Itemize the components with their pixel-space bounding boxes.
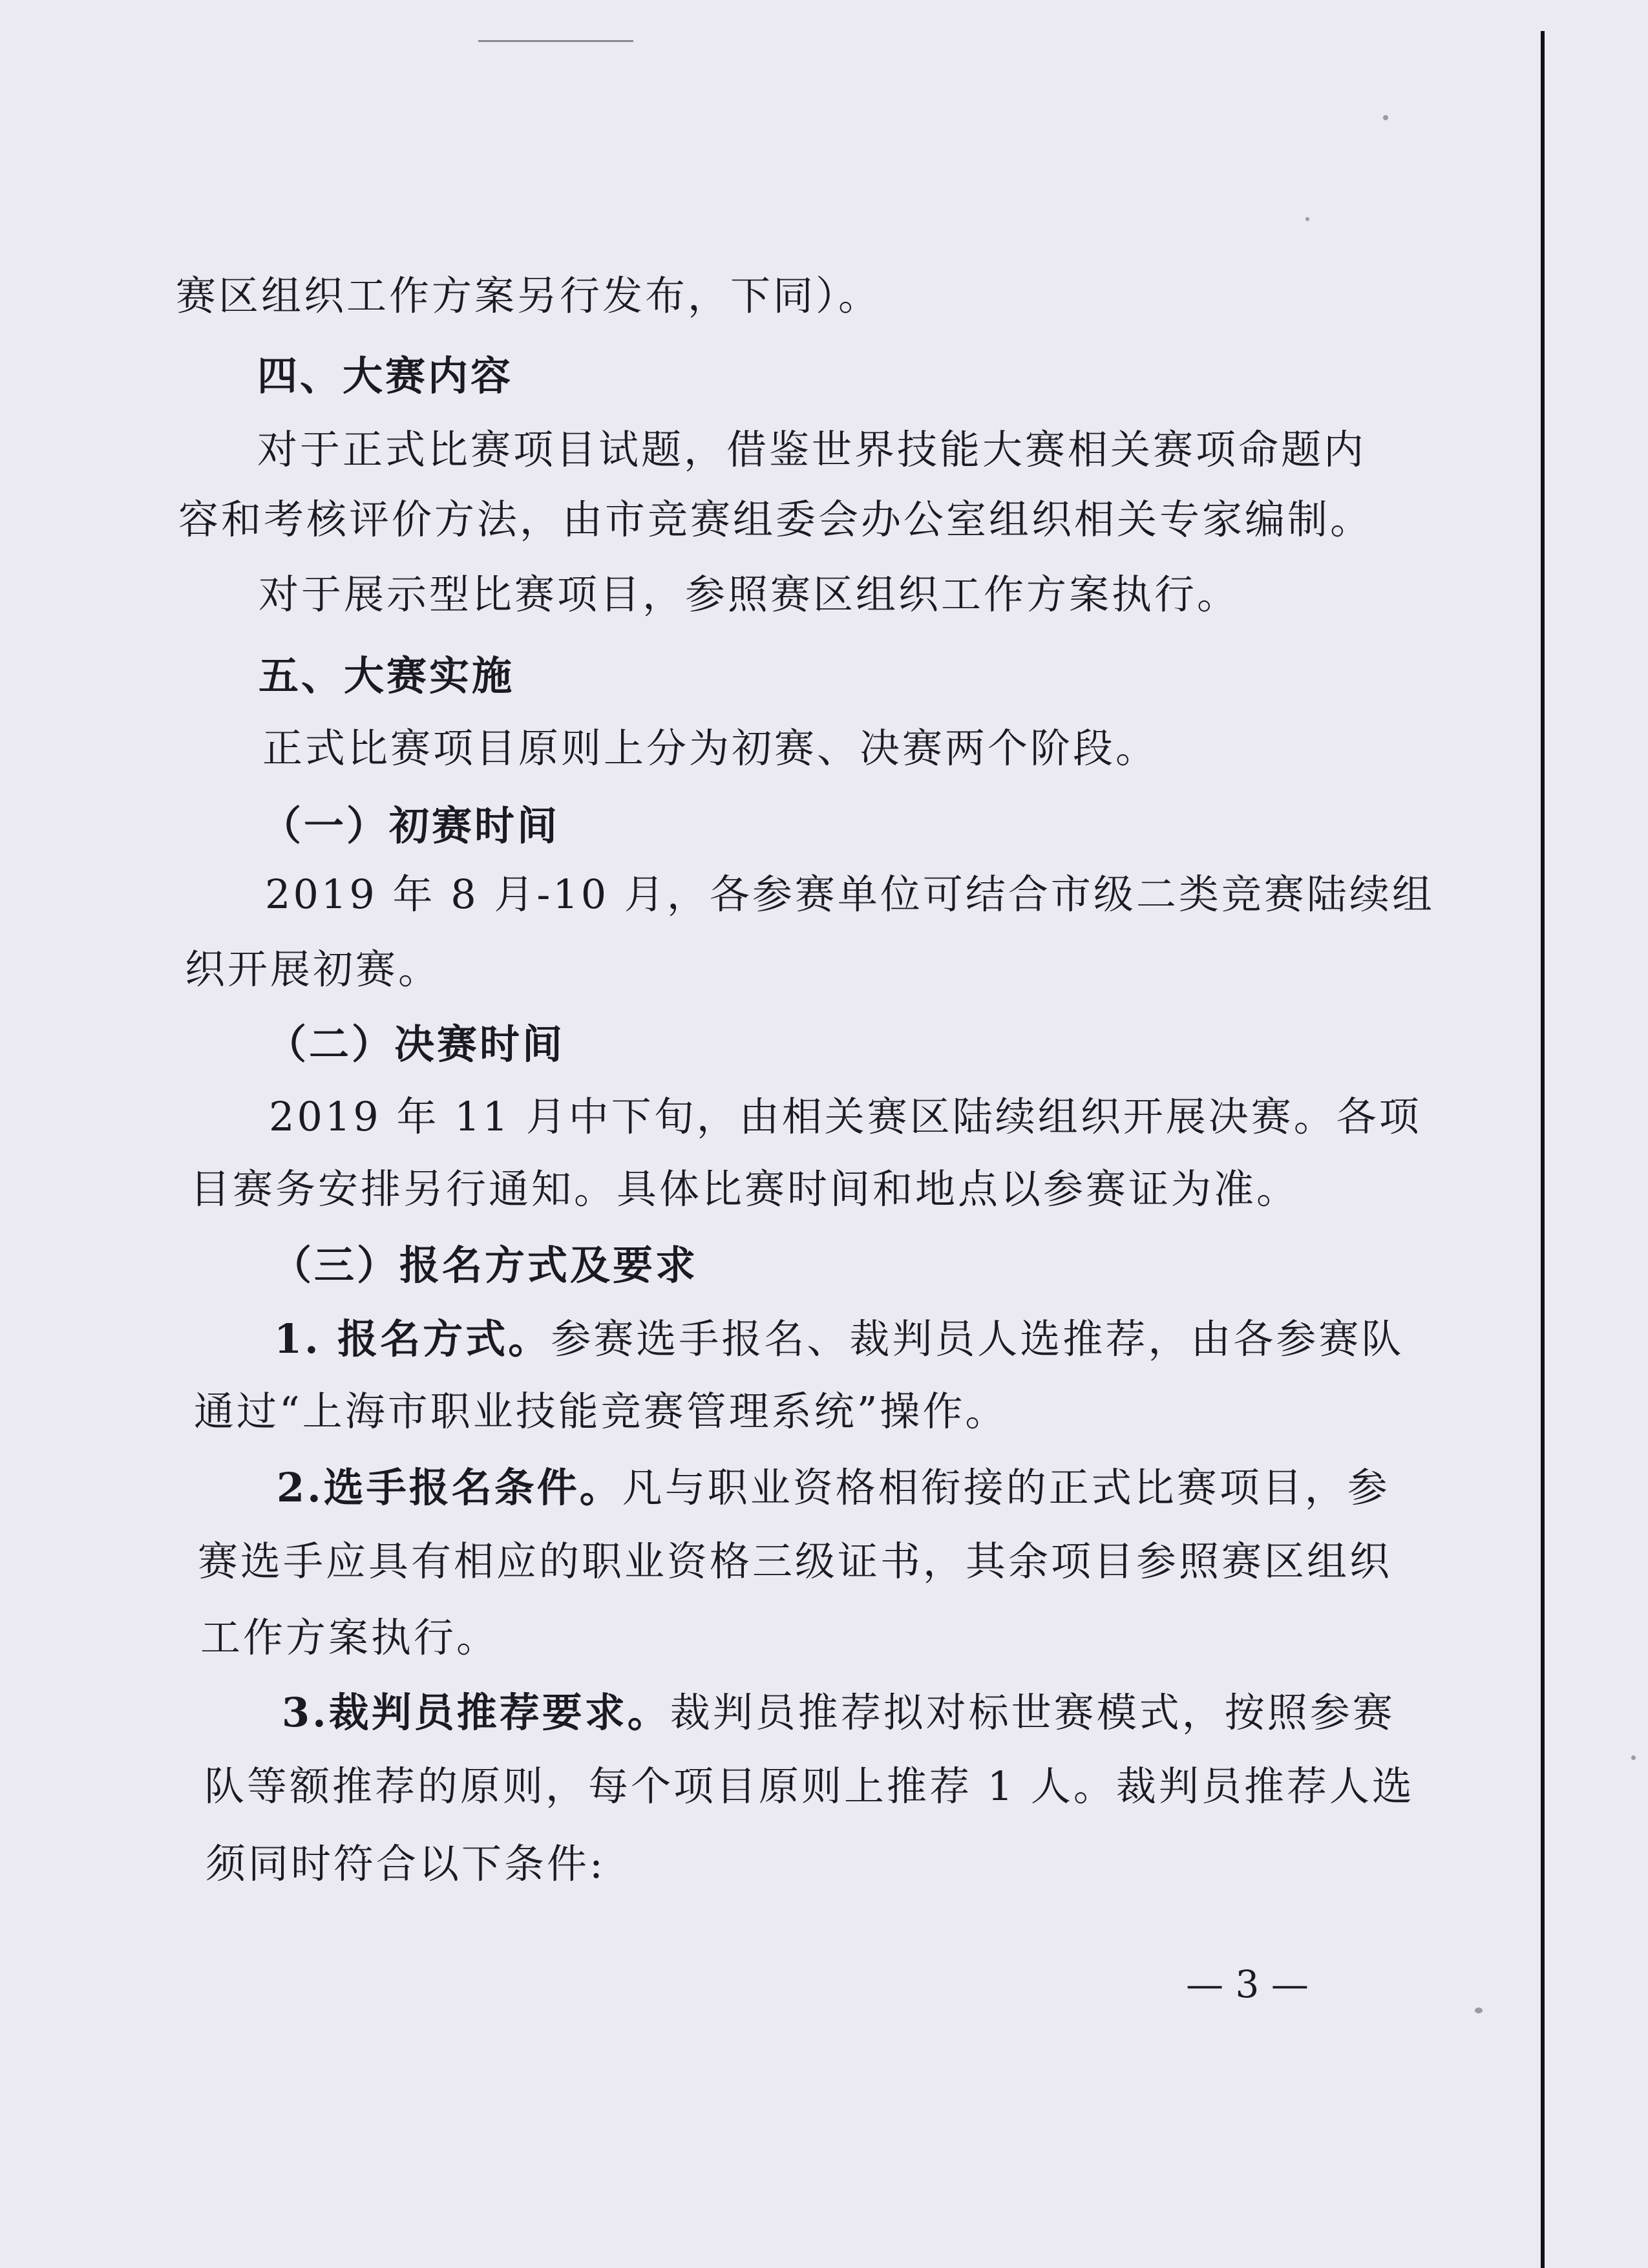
item-text: 裁判员推荐拟对标世赛模式，按照参赛 <box>670 1689 1395 1736</box>
body-line <box>277 1462 1390 1514</box>
top-rule <box>478 40 633 42</box>
item-lead: 3.裁判员推荐要求。 <box>282 1689 670 1736</box>
body-line: 容和考核评价方法，由市竞赛组委会办公室组织相关专家编制。 <box>178 496 1373 543</box>
body-line: 目赛务安排另行通知。具体比赛时间和地点以参赛证为准。 <box>190 1165 1300 1213</box>
subsection-heading: （二）决赛时间 <box>266 1021 565 1068</box>
scan-speck <box>1631 1755 1636 1760</box>
body-line: 工作方案执行。 <box>200 1614 500 1661</box>
body-line <box>274 1313 1404 1365</box>
body-line: 队等额推荐的原则，每个项目原则上推荐 1 人。裁判员推荐人选 <box>204 1763 1415 1810</box>
body-line: 通过“上海市职业技能竞赛管理系统”操作。 <box>194 1388 1008 1435</box>
item-text: 参赛选手报名、裁判员人选推荐，由各参赛队 <box>551 1315 1404 1362</box>
section-heading: 四、大赛内容 <box>257 352 514 399</box>
body-line: 对于正式比赛项目试题，借鉴世界技能大赛相关赛项命题内 <box>257 426 1367 473</box>
item-text: 凡与职业资格相衔接的正式比赛项目，参 <box>622 1464 1390 1511</box>
body-line: 赛区组织工作方案另行发布，下同）。 <box>176 272 882 319</box>
body-line: 对于展示型比赛项目，参照赛区组织工作方案执行。 <box>259 571 1240 618</box>
scan-speck <box>1475 2008 1483 2013</box>
item-lead: 1. 报名方式。 <box>274 1315 551 1362</box>
section-heading: 五、大赛实施 <box>259 652 515 699</box>
body-line <box>282 1687 1395 1739</box>
body-line: 赛选手应具有相应的职业资格三级证书，其余项目参照赛区组织 <box>198 1538 1393 1585</box>
scan-speck <box>1383 115 1388 120</box>
item-lead: 2.选手报名条件。 <box>277 1464 622 1511</box>
body-line: 织开展初赛。 <box>185 946 441 993</box>
scan-speck <box>1305 217 1309 221</box>
body-line: 2019 年 11 月中下旬，由相关赛区陆续组织开展决赛。各项 <box>269 1093 1422 1140</box>
subsection-heading: （三）报名方式及要求 <box>271 1242 699 1289</box>
scan-edge-line <box>1541 31 1545 2268</box>
subsection-heading: （一）初赛时间 <box>261 802 560 849</box>
body-line: 须同时符合以下条件: <box>206 1840 606 1887</box>
body-line: 正式比赛项目原则上分为初赛、决赛两个阶段。 <box>262 725 1159 772</box>
body-line: 2019 年 8 月-10 月，各参赛单位可结合市级二类竞赛陆续组 <box>265 871 1435 918</box>
page-number: — 3 — <box>1186 1962 1309 2006</box>
